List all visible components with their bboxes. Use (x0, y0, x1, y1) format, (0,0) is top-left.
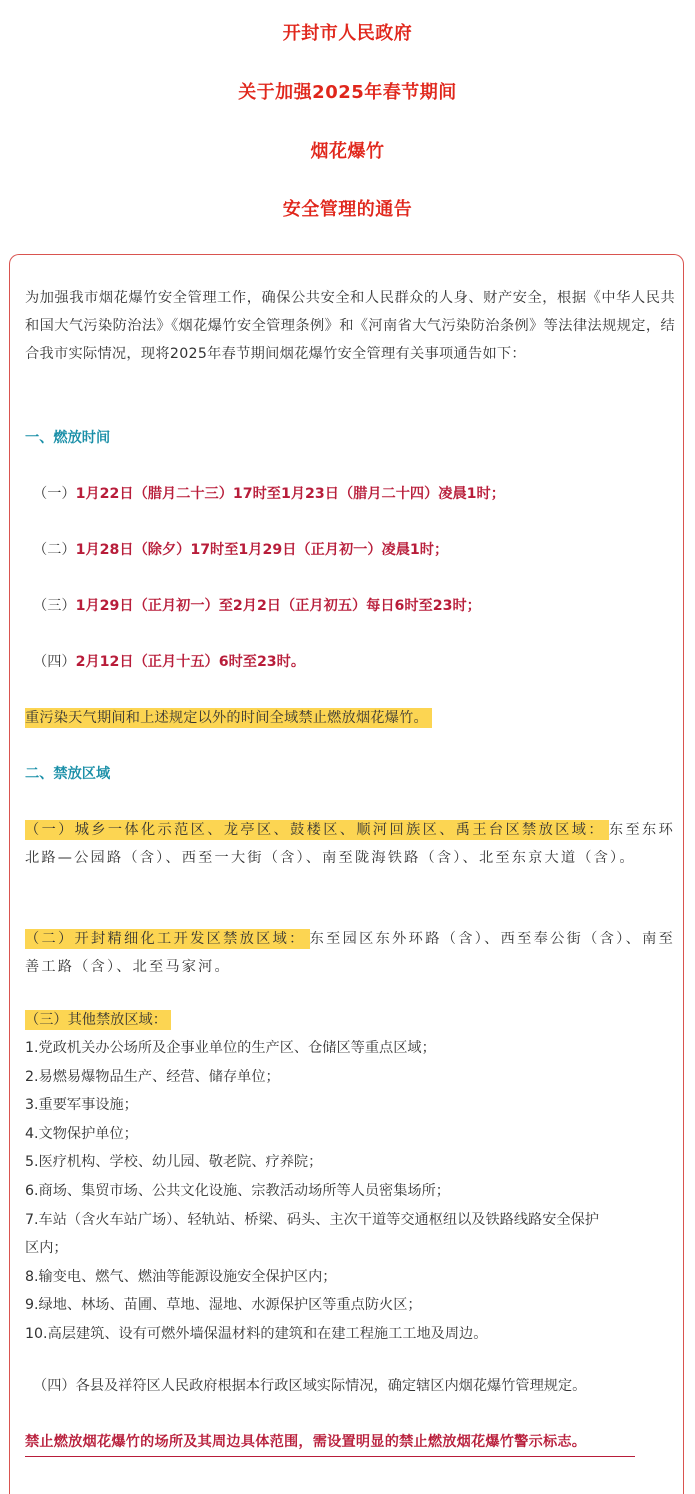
title-line-4: 安全管理的通告 (282, 199, 413, 220)
time-item (33, 536, 683, 564)
list-item: 10.高层建筑、设有可燃外墙保温材料的建筑和在建工程施工工地及周边。 (25, 1325, 488, 1342)
title-line-3: 烟花爆竹 (310, 141, 385, 162)
title-line-2: 关于加强2025年春节期间 (238, 82, 457, 103)
list-item: 1.党政机关办公场所及企事业单位的生产区、仓储区等重点区域； (25, 1040, 436, 1056)
time-item-text: 1月29日（正月初一）至2月2日（正月初五）每日6时至23时； (75, 598, 481, 614)
section-heading-zones: 二、禁放区域 (25, 766, 111, 782)
time-item-number: （一） (33, 486, 76, 502)
zone-2-paragraph (25, 925, 675, 981)
zone-4-paragraph: （四）各县及祥符区人民政府根据本行政区域实际情况，确定辖区内烟花爆竹管理规定。 (33, 1378, 587, 1394)
list-item: 4.文物保护单位； (25, 1125, 138, 1142)
list-item: 2.易燃易爆物品生产、经营、储存单位； (25, 1068, 280, 1085)
zone-3-list (25, 1034, 675, 1349)
section-heading-time: 一、燃放时间 (25, 430, 111, 446)
list-item: 7.车站（含火车站广场）、轻轨站、桥梁、码头、主次干道等交通枢纽以及铁路线路安全保护 (25, 1211, 599, 1228)
zone-3-heading (25, 1006, 675, 1034)
zone-1-paragraph (25, 816, 675, 872)
zone-1-label: （一）城乡一体化示范区、龙亭区、鼓楼区、顺河回族区、禹王台区禁放区域： (25, 820, 609, 840)
time-item (33, 592, 683, 620)
list-item: 8.输变电、燃气、燃油等能源设施安全保护区内； (25, 1268, 337, 1285)
time-item-text: 2月12日（正月十五）6时至23时。 (75, 654, 306, 670)
ban-statement (25, 704, 675, 732)
time-item (33, 480, 683, 508)
time-item-number: （二） (33, 542, 76, 558)
list-item: 5.医疗机构、学校、幼儿园、敬老院、疗养院； (25, 1154, 323, 1171)
zone-3-label: （三）其他禁放区域： (25, 1010, 171, 1030)
zone-2-text: 东至园区东外环路（含）、西至奉公街（含）、南至善工路（含）、北至马家河。 (25, 931, 675, 975)
ban-statement-text: 重污染天气期间和上述规定以外的时间全域禁止燃放烟花爆竹。 (25, 708, 432, 728)
title-line-1: 开封市人民政府 (282, 23, 413, 44)
time-item-text: 1月22日（腊月二十三）17时至1月23日（腊月二十四）凌晨1时； (75, 486, 505, 502)
zone-1-text: 东至东环北路—公园路（含）、西至一大街（含）、南至陇海铁路（含）、北至东京大道（含）。 (25, 822, 675, 866)
time-item (33, 648, 683, 676)
warning-sign-notice: 禁止燃放烟花爆竹的场所及其周边具体范围，需设置明显的禁止燃放烟花爆竹警示标志。 (25, 1429, 635, 1457)
list-item: 6.商场、集贸市场、公共文化设施、宗教活动场所等人员密集场所； (25, 1182, 450, 1199)
time-item-number: （四） (33, 654, 76, 670)
time-item-text: 1月28日（除夕）17时至1月29日（正月初一）凌晨1时； (75, 542, 449, 558)
zone-2-label: （二）开封精细化工开发区禁放区域： (25, 929, 310, 949)
list-item: 3.重要军事设施； (25, 1097, 138, 1114)
list-item: 区内； (25, 1240, 68, 1257)
intro-paragraph: 为加强我市烟花爆竹安全管理工作，确保公共安全和人民群众的人身、财产安全，根据《中华人民共和国大气污染防治法》《烟花爆竹安全管理条例》和《河南省大气污染防治条例》等法律法规规定，结合我市实际情况，现将2025年春节期间烟花爆竹安全管理有关事项通告如下： (25, 290, 675, 362)
list-item: 9.绿地、林场、苗圃、草地、湿地、水源保护区等重点防火区； (25, 1297, 422, 1314)
time-item-number: （三） (33, 598, 76, 614)
